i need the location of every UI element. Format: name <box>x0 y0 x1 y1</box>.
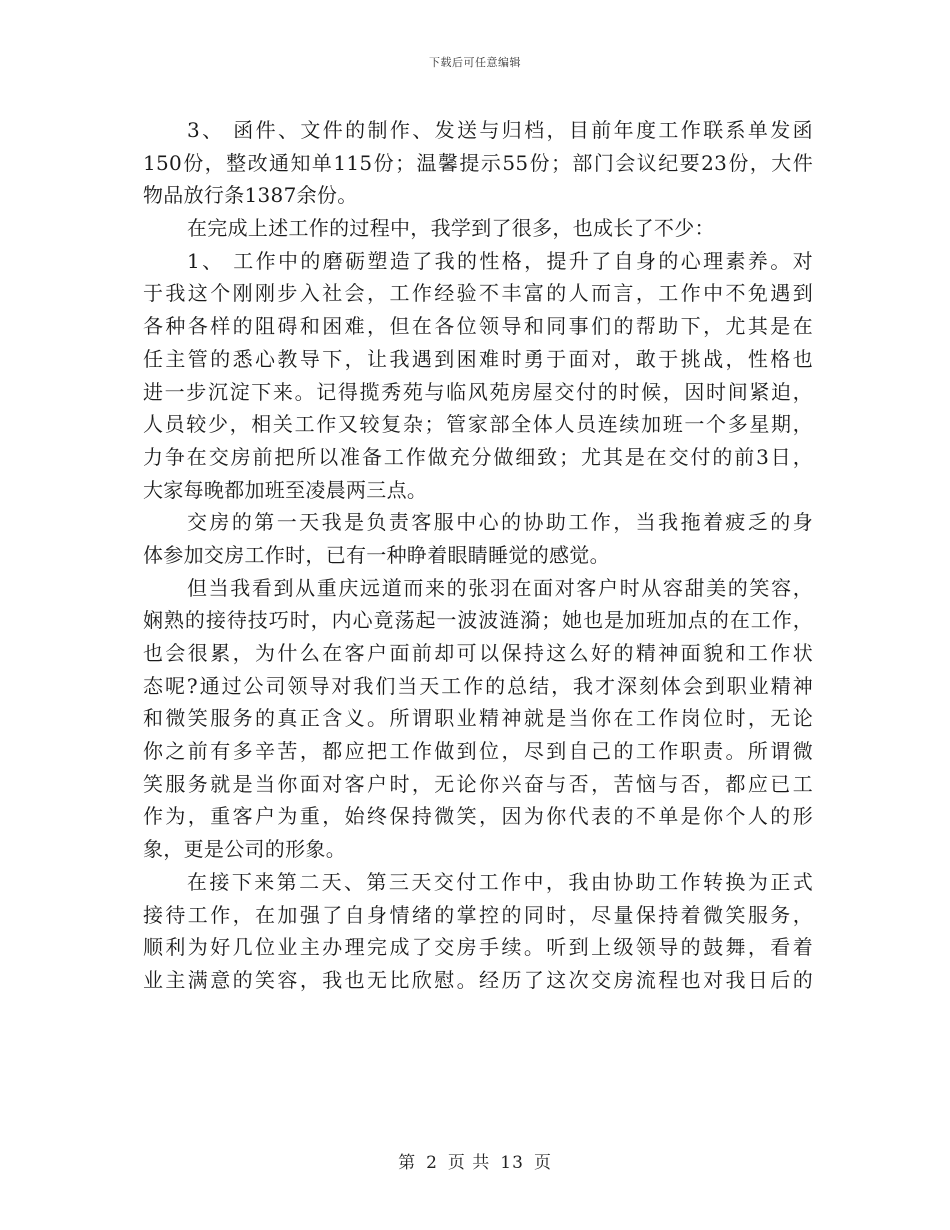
body-text <box>143 114 813 997</box>
text-line: 人员较少，相关工作又较复杂；管家部全体人员连续加班一个多星期， <box>143 412 813 437</box>
page-header: 下载后可任意编辑 <box>429 56 521 69</box>
text-line: 大家每晚都加班至凌晨两三点。 <box>143 477 428 502</box>
text-line: 笑服务就是当你面对客户时，无论你兴奋与否，苦恼与否，都应已工 <box>143 771 813 796</box>
footer-prefix: 第 <box>398 1153 417 1173</box>
text-line: 1、 工作中的磨砺塑造了我的性格，提升了自身的心理素养。对 <box>187 248 813 273</box>
text-line: 任主管的悉心教导下，让我遇到困难时勇于面对，敢于挑战，性格也 <box>143 346 813 371</box>
footer-page-number: 2 <box>426 1153 438 1173</box>
text-line: 物品放行条1387余份。 <box>143 183 358 208</box>
text-line: 也会很累，为什么在客户面前却可以保持这么好的精神面貌和工作状 <box>143 641 813 665</box>
text-line: 娴熟的接待技巧时，内心竟荡起一波波涟漪；她也是加班加点的在工作， <box>143 608 813 633</box>
text-line: 态呢?通过公司领导对我们当天工作的总结，我才深刻体会到职业精神 <box>143 673 813 698</box>
text-line: 你之前有多辛苦，都应把工作做到位，尽到自己的工作职责。所谓微 <box>143 739 813 764</box>
text-line: 3、 函件、文件的制作、发送与归档，目前年度工作联系单发函 <box>187 118 813 142</box>
text-line: 接待工作，在加强了自身情绪的掌控的同时，尽量保持着微笑服务， <box>143 902 813 927</box>
text-line: 象，更是公司的形象。 <box>143 837 346 862</box>
text-line: 在接下来第二天、第三天交付工作中，我由协助工作转换为正式 <box>187 869 813 894</box>
text-line: 交房的第一天我是负责客服中心的协助工作，当我拖着疲乏的身 <box>187 510 813 535</box>
text-line: 于我这个刚刚步入社会，工作经验不丰富的人而言，工作中不免遇到 <box>143 281 813 306</box>
text-line: 但当我看到从重庆远道而来的张羽在面对客户时从容甜美的笑容， <box>187 575 813 600</box>
page-footer <box>0 1148 950 1173</box>
text-line: 顺利为好几位业主办理完成了交房手续。听到上级领导的鼓舞，看着 <box>143 935 813 960</box>
text-line: 作为，重客户为重，始终保持微笑，因为你代表的不单是你个人的形 <box>143 804 813 829</box>
text-line: 各种各样的阻碍和困难，但在各位领导和同事们的帮助下，尤其是在 <box>143 314 813 339</box>
footer-total-pages: 13 <box>500 1153 524 1173</box>
text-line: 在完成上述工作的过程中，我学到了很多，也成长了不少： <box>187 216 715 241</box>
text-line: 力争在交房前把所以准备工作做充分做细致；尤其是在交付的前3日， <box>143 444 813 469</box>
text-line: 和微笑服务的真正含义。所谓职业精神就是当你在工作岗位时，无论 <box>143 706 813 731</box>
text-line: 进一步沉淀下来。记得揽秀苑与临风苑房屋交付的时候，因时间紧迫， <box>143 379 813 404</box>
text-line: 150份，整改通知单115份；温馨提示55份；部门会议纪要23份，大件 <box>143 150 813 175</box>
text-line: 业主满意的笑容，我也无比欣慰。经历了这次交房流程也对我日后的 <box>143 967 813 992</box>
footer-suffix: 页 <box>533 1153 552 1173</box>
text-line: 体参加交房工作时，已有一种睁着眼睛睡觉的感觉。 <box>143 542 610 567</box>
footer-mid: 页 共 <box>447 1153 491 1173</box>
